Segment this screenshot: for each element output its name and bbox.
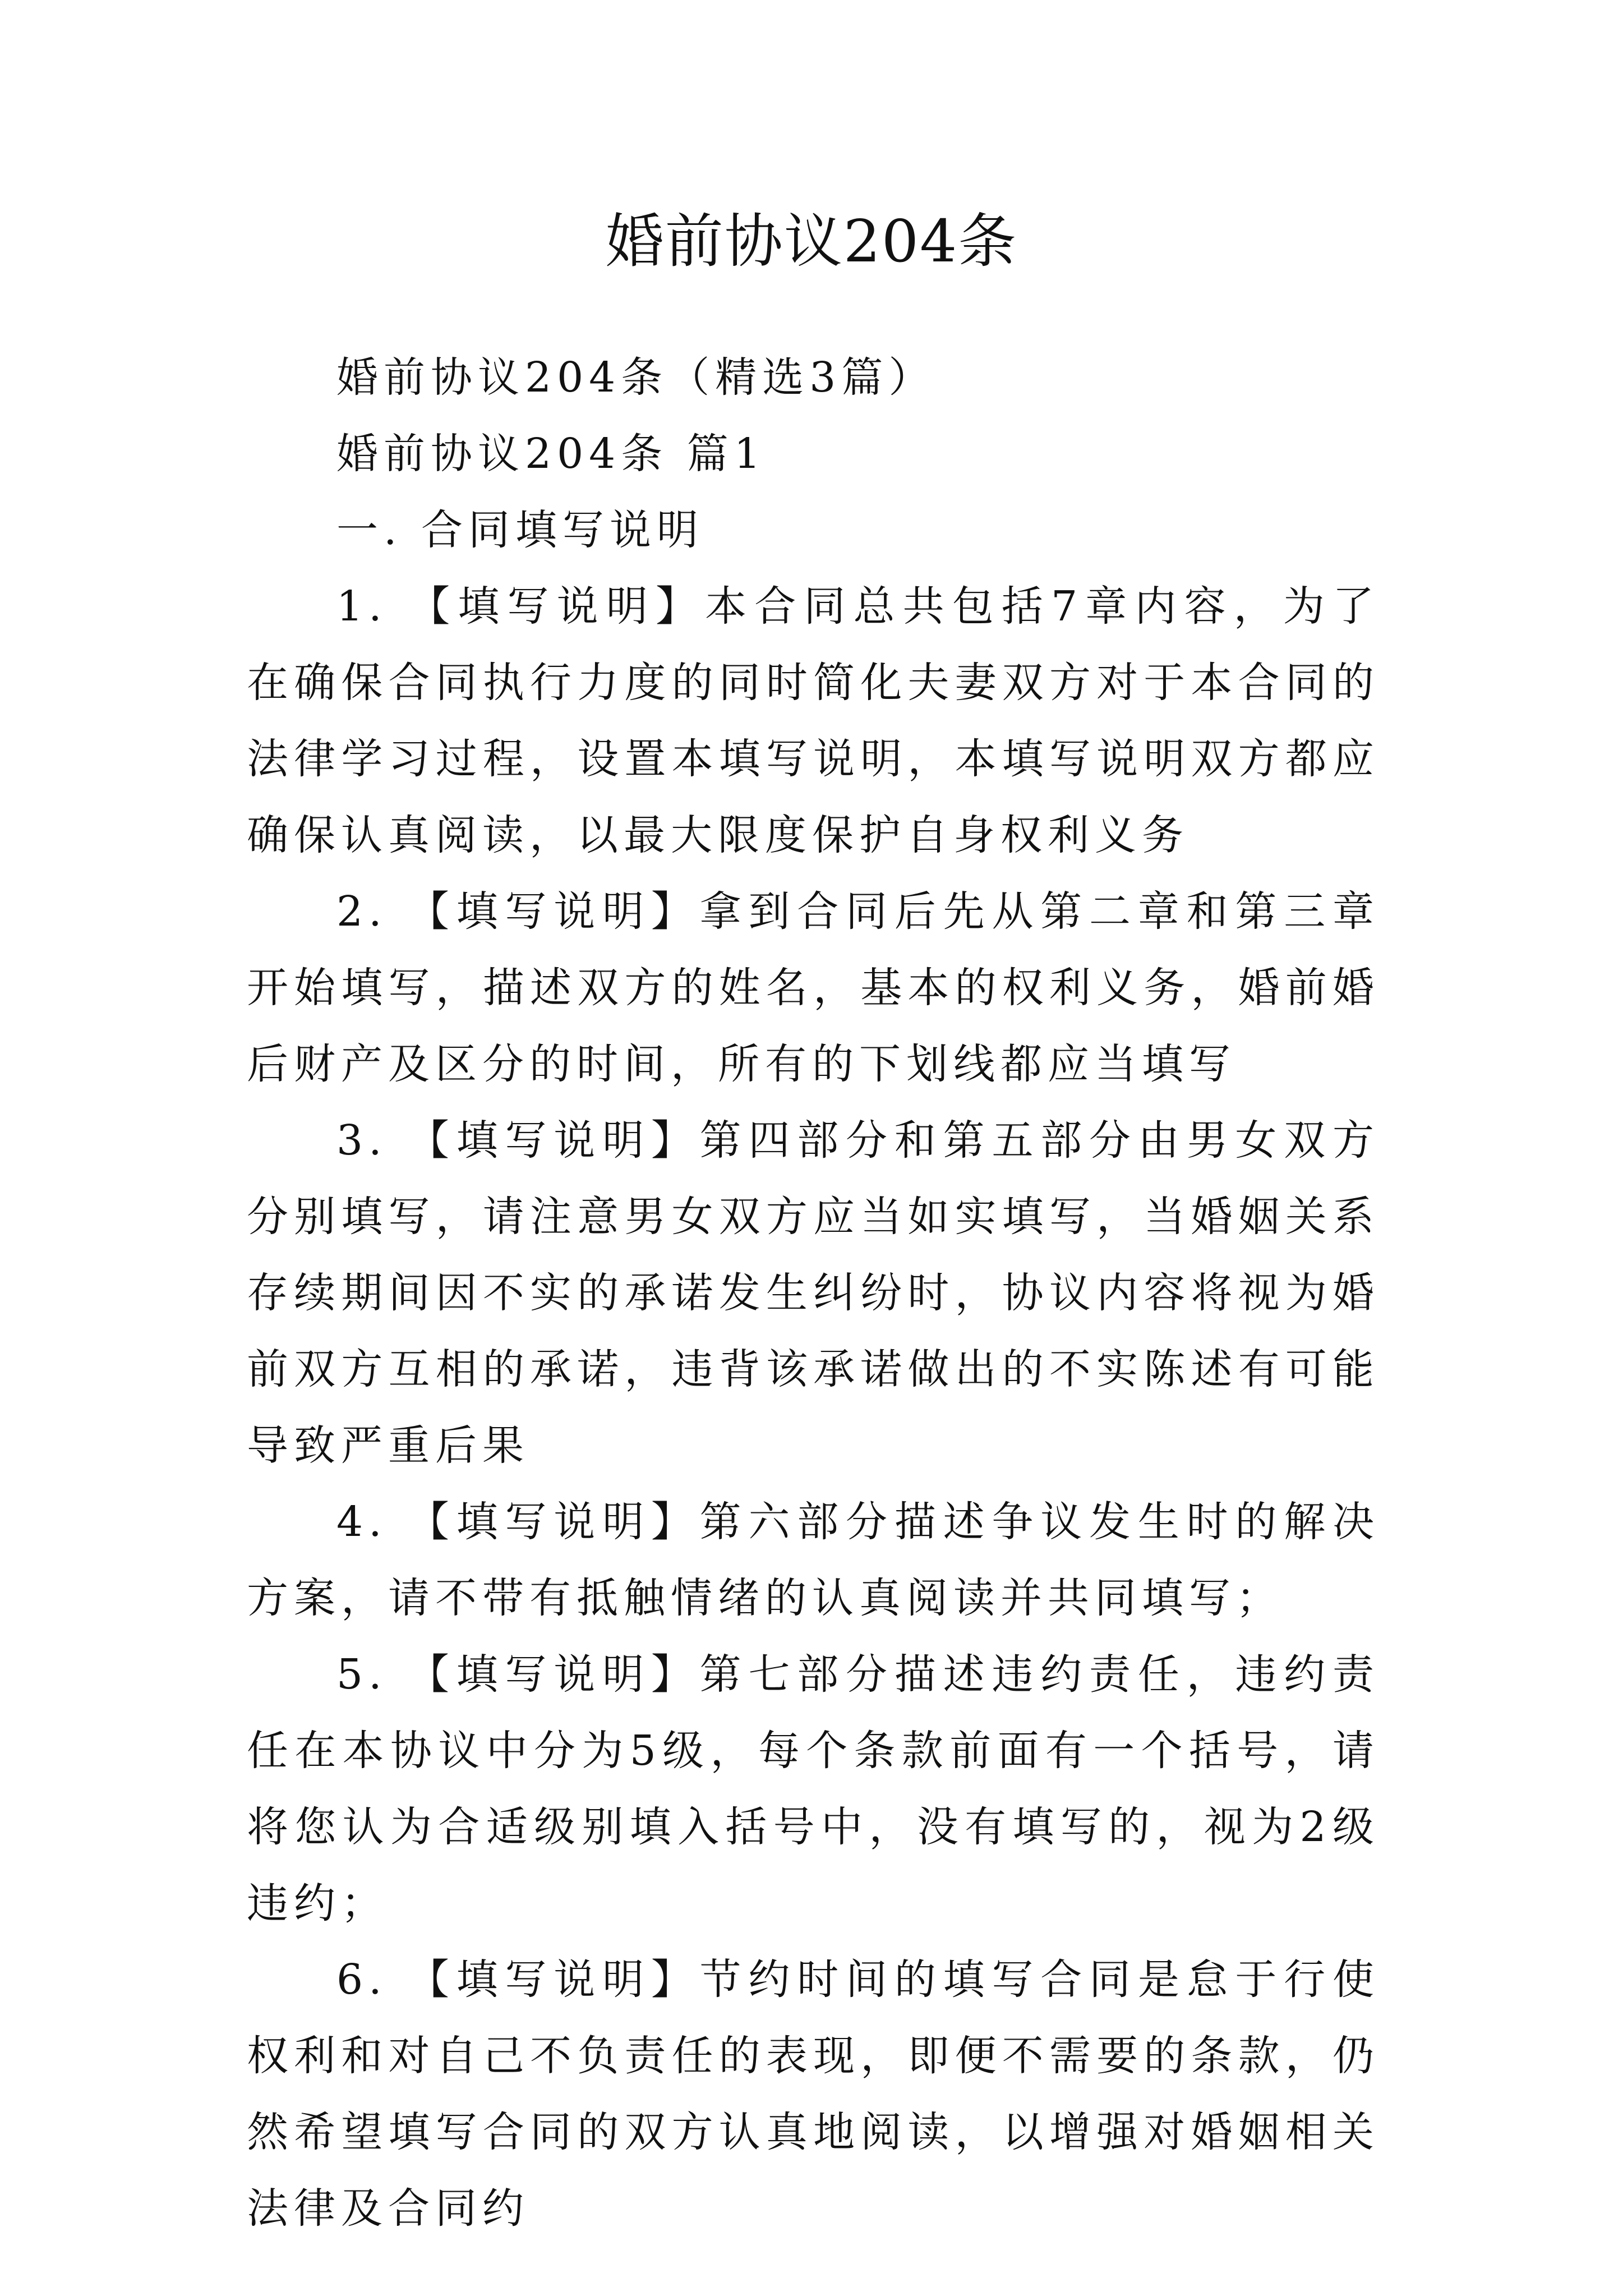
document-body [247,339,1380,2247]
paragraph-item-5: 5. 【填写说明】第七部分描述违约责任，违约责任在本协议中分为5级，每个条款前面有一个括号，请将您认为合适级别填入括号中，没有填写的，视为2级违约； [247,1650,1380,1927]
document-title: 婚前协议204条 [605,207,1018,275]
paragraph-subtitle: 婚前协议204条（精选3篇） [336,353,936,402]
paragraph-item-2: 2. 【填写说明】拿到合同后先从第二章和第三章开始填写，描述双方的姓名，基本的权利义务，婚前婚后财产及区分的时间，所有的下划线都应当填写 [247,887,1380,1088]
paragraph-part-heading: 一. 合同填写说明 [336,506,704,554]
paragraph-item-4: 4. 【填写说明】第六部分描述争议发生时的解决方案，请不带有抵触情绪的认真阅读并共同填写； [247,1498,1380,1622]
paragraph-item-6: 6. 【填写说明】节约时间的填写合同是怠于行使权利和对自己不负责任的表现，即便不需要的条款，仍然希望填写合同的双方认真地阅读，以增强对婚姻相关法律及合同约 [247,1955,1380,2233]
paragraph-item-1: 1. 【填写说明】本合同总共包括7章内容，为了在确保合同执行力度的同时简化夫妻双方对于本合同的法律学习过程，设置本填写说明，本填写说明双方都应确保认真阅读，以最大限度保护自身权利义务 [247,582,1380,859]
paragraph-section-heading: 婚前协议204条 篇1 [336,430,766,478]
paragraph-item-3: 3. 【填写说明】第四部分和第五部分由男女双方分别填写，请注意男女双方应当如实填写，当婚姻关系存续期间因不实的承诺发生纠纷时，协议内容将视为婚前双方互相的承诺，违背该承诺做出的不实陈述有可能导致严重后果 [247,1116,1380,1470]
